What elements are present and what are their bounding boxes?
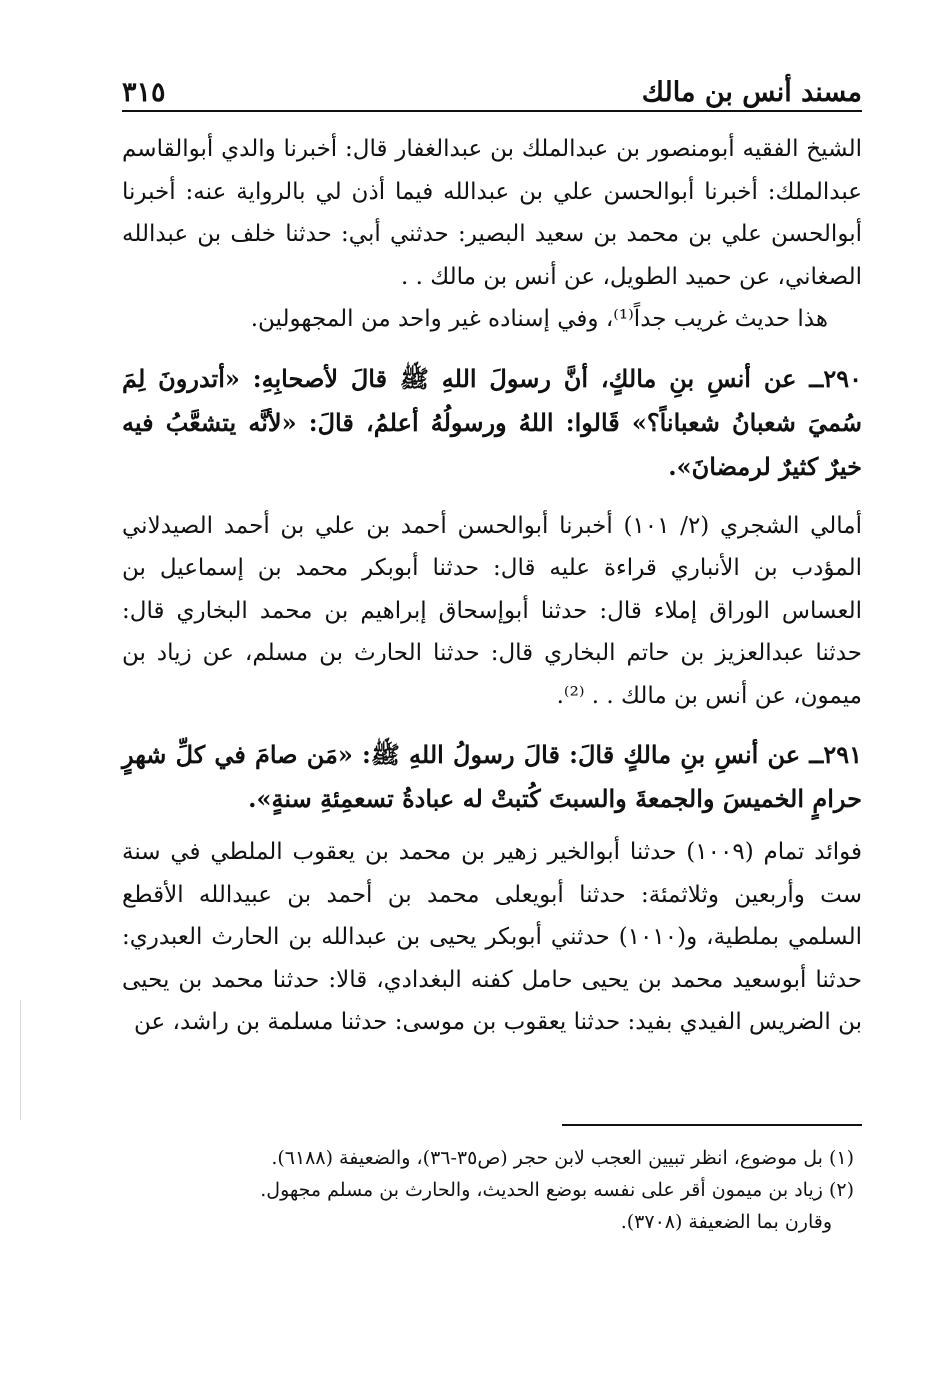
footnote-1: (١) بل موضوع، انظر تبيين العجب لابن حجر (ص٣٥-٣٦)، والضعيفة (٦١٨٨). — [271, 1147, 854, 1169]
source-paragraph-291: فوائد تمام (١٠٠٩) حدثنا أبوالخير زهير بن محمد بن يعقوب الملطي في سنة ست وأربعين وثلاثمئة: حدثنا أبويعلى محمد بن أحمد بن عبيدالله الأقطع السلمي بملطية، و(١٠١٠) حدثني أبوبكر يحيى بن عبدالله بن الحارث العبدري: حدثنا أبوسعيد محمد بن يحيى حامل كفنه البغدادي، قالا: حدثنا محمد بن يحيى بن الضريس الفيدي بفيد: حدثنا يعقوب بن موسى: حدثنا مسلمة بن راشد، عن — [122, 839, 862, 1035]
hadith-290: ٢٩٠ــ عن أنسِ بنِ مالكٍ، أنَّ رسولَ اللهِ ﷺ قالَ لأصحابِهِ: «أتدرونَ لِمَ سُميَ شعبانُ شعباناً؟» قَالوا: اللهُ ورسولُهُ أعلمُ، قالَ: «لأنَّه يتشعَّبُ فيه خيرٌ كثيرٌ لرمضانَ». — [122, 363, 862, 481]
footnotes — [122, 1142, 854, 1238]
grading-note: هذا حديث غريب جداً⁽¹⁾، وفي إسناده غير واحد من المجهولين. — [250, 306, 828, 332]
footnote-2-continuation: وقارن بما الضعيفة (٣٧٠٨). — [620, 1211, 832, 1233]
running-header — [122, 64, 862, 108]
hadith-291: ٢٩١ــ عن أنسِ بنِ مالكٍ قالَ: قالَ رسولُ اللهِ ﷺ: «مَن صامَ في كلِّ شهرٍ حرامٍ الخميسَ والجمعةَ والسبتَ كُتبتْ له عبادةُ تسعمِئةِ سنةٍ». — [122, 740, 862, 813]
book-page — [122, 60, 862, 1387]
page-number: ٣١٥ — [122, 77, 166, 108]
scan-margin-line — [20, 1000, 21, 1120]
header-title: مسند أنس بن مالك — [641, 77, 862, 108]
footnote-rule — [562, 1124, 862, 1126]
source-paragraph-290: أمالي الشجري (٢/ ١٠١) أخبرنا أبوالحسن أحمد بن علي بن أحمد الصيدلاني المؤدب بن الأنباري قراءة عليه قال: حدثنا أبوبكر محمد بن إسماعيل بن العساس الوراق إملاء قال: حدثنا أبوإسحاق إبراهيم بن محمد البخاري قال: حدثنا عبدالعزيز بن حاتم البخاري قال: حدثنا الحارث بن مسلم، عن زياد بن ميمون، عن أنس بن مالك . . ⁽²⁾. — [122, 512, 863, 709]
isnad-paragraph: الشيخ الفقيه أبومنصور بن عبدالملك بن عبدالغفار قال: أخبرنا والدي أبوالقاسم عبدالملك: أخبرنا أبوالحسن علي بن عبدالله فيما أذن لي بالرواية عنه: أخبرنا أبوالحسن علي بن محمد بن سعيد البصير: حدثني أبي: حدثنا خلف بن عبدالله الصغاني، عن حميد الطويل، عن أنس بن مالك . . — [122, 136, 862, 290]
header-rule — [122, 110, 862, 112]
page-body — [122, 128, 862, 1044]
footnote-2: (٢) زياد بن ميمون أقر على نفسه بوضع الحديث، والحارث بن مسلم مجهول. — [260, 1179, 854, 1201]
